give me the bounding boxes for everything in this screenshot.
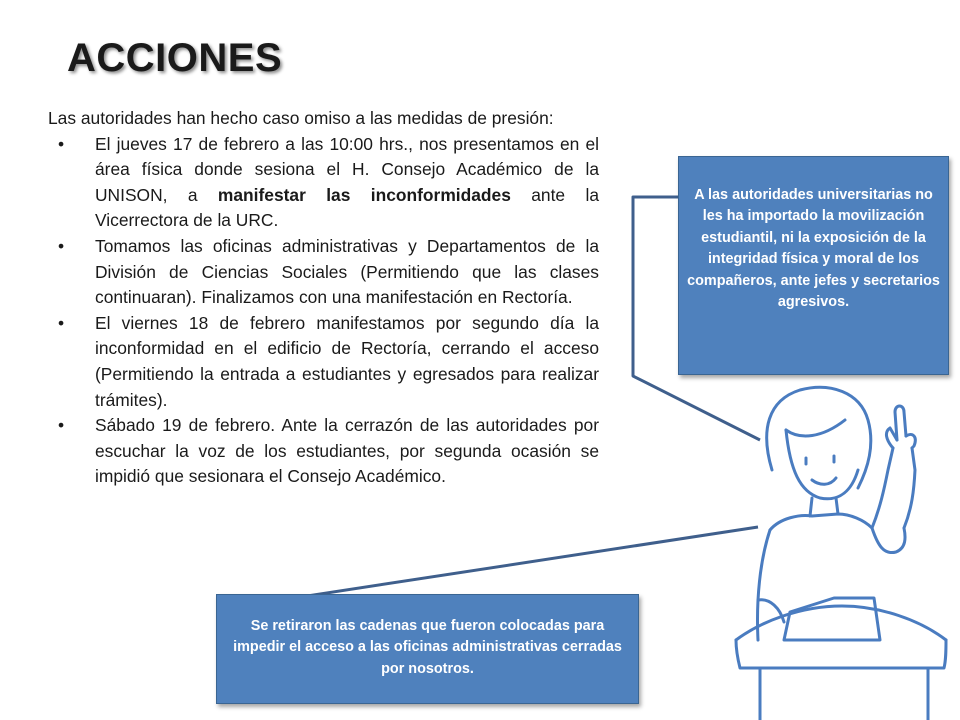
bullet-item-3: • El viernes 18 de febrero manifestamos por segundo día la inconformidad en el edificio de Rectoría, cerrando el acceso (Permitiendo la entrada a estudiantes y egresados para realizar trámites).: [48, 311, 599, 413]
slide-title: ACCIONES: [67, 36, 283, 80]
bullet-1-text-start: El jueves 17 de febrero a las 10:00 hrs., nos presentamos en el área física donde sesiona el H. Consejo Académico de la UNISON, a: [95, 133, 599, 205]
bullet-item-2: • Tomamos las oficinas administrativas y Departamentos de la División de Ciencias Sociales (Permitiendo que las clases continuaran). Finalizamos con una manifestación en Rectoría.: [48, 234, 599, 311]
bullet-1-text-end: ante la Vicerrectora de la URC.: [95, 184, 599, 231]
callout-top: A las autoridades universitarias no les ha importado la movilización estudiantil, ni la exposición de la integridad física y moral de los compañeros, ante jefes y secretarios agresivos.: [678, 156, 949, 375]
callout-bottom: Se retiraron las cadenas que fueron colocadas para impedir el acceso a las oficinas administrativas cerradas por nosotros.: [216, 594, 639, 704]
bullet-item-4: • Sábado 19 de febrero. Ante la cerrazón de las autoridades por escuchar la voz de los estudiantes, por segunda ocasión se impidió que sesionara el Consejo Académico.: [48, 413, 599, 490]
bullet-1-bold-text: manifestar las inconformidades: [217, 184, 511, 205]
intro-paragraph: Las autoridades han hecho caso omiso a las medidas de presión:: [48, 108, 554, 128]
